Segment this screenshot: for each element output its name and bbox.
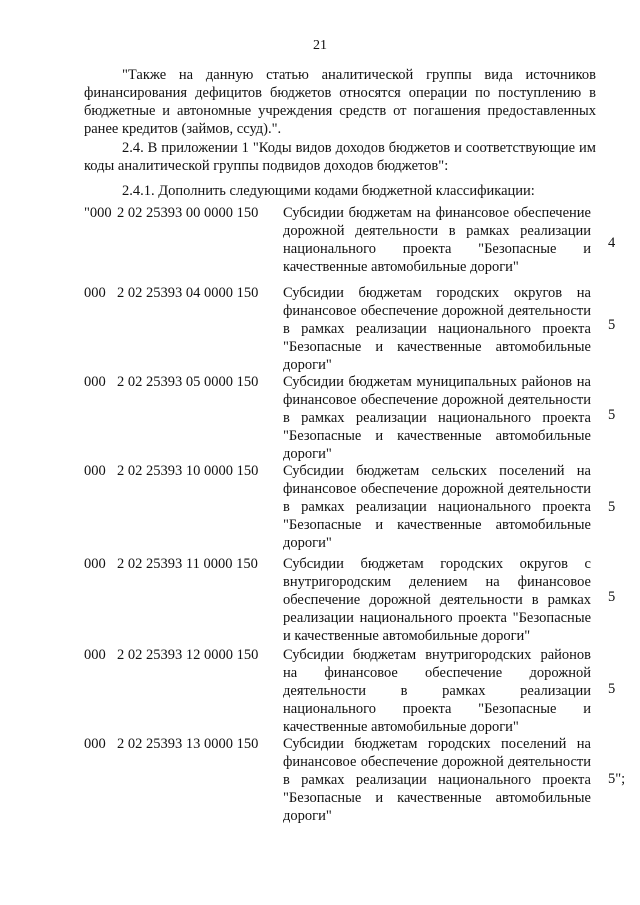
analytic-group-code: 5 [608, 499, 616, 515]
classification-code [84, 555, 280, 573]
admin-code: 000 [84, 647, 106, 663]
analytic-group-code: 5 [608, 681, 616, 697]
admin-code: 000 [84, 736, 106, 752]
analytic-group-code: 4 [608, 235, 616, 251]
code-number: 2 02 25393 00 0000 150 [117, 205, 259, 221]
analytic-group-code: 5"; [608, 771, 626, 787]
paragraph-add-codes: 2.4.1. Дополнить следующими кодами бюджетной классификации: [122, 183, 535, 199]
code-description: Субсидии бюджетам сельских поселений на финансовое обеспечение дорожной деятельности в рамках реализации национального проекта "Безопасные и качественные автомобильные дороги" [283, 463, 591, 551]
code-number: 2 02 25393 12 0000 150 [117, 647, 259, 663]
admin-code: 000 [84, 374, 106, 390]
admin-code: 000 [84, 285, 106, 301]
classification-code [84, 373, 280, 391]
code-number: 2 02 25393 13 0000 150 [117, 736, 259, 752]
admin-code: "000 [84, 205, 112, 221]
classification-code [84, 284, 280, 302]
paragraph-analytic-group-note: "Также на данную статью аналитической группы вида источников финансирования дефицитов бюджетов относятся операции по поступлению в бюджетные и автономные учреждения средств от погашения предоставленных ранее кредитов (займов, ссуд).". [84, 67, 596, 137]
code-number: 2 02 25393 10 0000 150 [117, 463, 259, 479]
admin-code: 000 [84, 556, 106, 572]
code-number: 2 02 25393 05 0000 150 [117, 374, 259, 390]
code-description: Субсидии бюджетам городских поселений на финансовое обеспечение дорожной деятельности в рамках реализации национального проекта "Безопасные и качественные автомобильные дороги" [283, 736, 591, 824]
code-description: Субсидии бюджетам на финансовое обеспечение дорожной деятельности в рамках реализации национального проекта "Безопасные и качественные автомобильные дороги" [283, 205, 591, 275]
code-number: 2 02 25393 04 0000 150 [117, 285, 259, 301]
analytic-group-code: 5 [608, 317, 616, 333]
code-description: Субсидии бюджетам внутригородских районов на финансовое обеспечение дорожной деятельности в рамках реализации национального проекта "Безопасные и качественные автомобильные дороги" [283, 647, 591, 735]
paragraph-appendix-1: 2.4. В приложении 1 "Коды видов доходов бюджетов и соответствующие им коды аналитической группы подвидов доходов бюджетов": [84, 140, 596, 174]
page-number: 21 [313, 38, 327, 53]
code-description: Субсидии бюджетам городских округов на финансовое обеспечение дорожной деятельности в рамках реализации национального проекта "Безопасные и качественные автомобильные дороги" [283, 285, 591, 373]
analytic-group-code: 5 [608, 407, 616, 423]
analytic-group-code: 5 [608, 589, 616, 605]
classification-code [84, 646, 280, 664]
code-description: Субсидии бюджетам городских округов с внутригородским делением на финансовое обеспечение дорожной деятельности в рамках реализации национального проекта "Безопасные и качественные автомобильные дороги" [283, 556, 591, 644]
admin-code: 000 [84, 463, 106, 479]
classification-code [84, 204, 280, 222]
code-description: Субсидии бюджетам муниципальных районов на финансовое обеспечение дорожной деятельности в рамках реализации национального проекта "Безопасные и качественные автомобильные дороги" [283, 374, 591, 462]
code-number: 2 02 25393 11 0000 150 [117, 556, 258, 572]
classification-code [84, 735, 280, 753]
classification-code [84, 462, 280, 480]
